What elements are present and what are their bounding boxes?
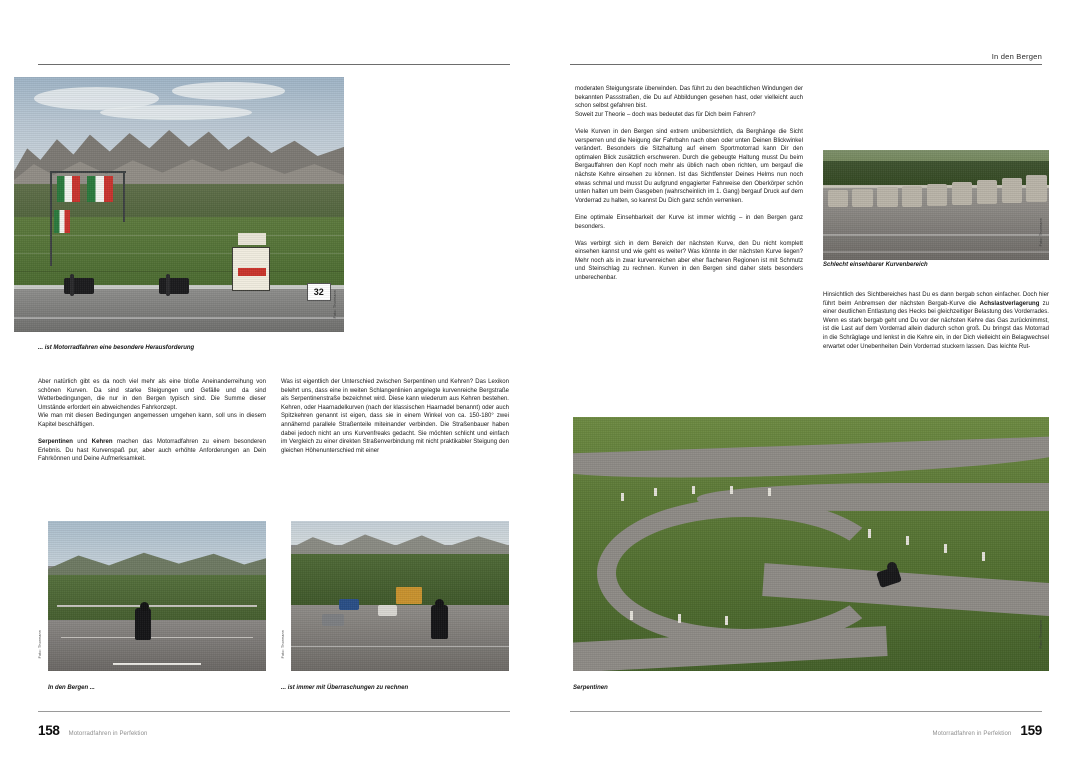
- photo-serpentine: [573, 417, 1049, 671]
- paragraph: moderaten Steigungsrate überwinden. Das führt zu den beachtlichen Windungen der bekannten Passstraßen, die Du auf Abbildungen gesehen hast, oder vielleicht auch schon selbst gefahren bist.: [575, 86, 803, 110]
- photo-credit-dolomites: Foto: Thormann: [333, 290, 337, 319]
- book-title-right: Motorradfahren in Perfektion: [932, 731, 1012, 737]
- photo-credit-rider-mountain: Foto: Thormann: [38, 630, 42, 659]
- term-serpentinen: Serpentinen: [38, 439, 73, 446]
- paragraph-rest: machen das Motorradfahren zu einem besonderen Erlebnis. Du hast Kurvenspaß pur, aber auch erhöhte Anforderungen an Dein Fahrkönnen und Deine Aufmerksamkeit.: [38, 439, 266, 463]
- text-column-left-2: [281, 378, 509, 455]
- folio-right: [933, 723, 1042, 738]
- page-right: [540, 0, 1080, 764]
- paragraph: Soweit zur Theorie – doch was bedeutet das für Dich beim Fahren?: [575, 111, 756, 118]
- term-achslastverlagerung: Achslastverlagerung: [979, 300, 1040, 307]
- paragraph: Was verbirgt sich in dem Bereich der nächsten Kurve, den Du nicht komplett einsehen kannst und wie geht es weiter? Was könnte in der nächsten Kurve liegen? Mehr noch als in zwar kurvenreichen aber eher flacheren Regionen ist mit Schmutz und Steinschlag zu rechnen. Kurven in den Bergen sind daher stets besonders unberechenbar.: [575, 240, 803, 282]
- photo-dolomites-sign-number: 32: [307, 283, 331, 301]
- bottom-rule-right: [570, 711, 1042, 712]
- caption-rider-mountain: In den Bergen ...: [48, 685, 95, 691]
- running-head: In den Bergen: [991, 52, 1042, 61]
- text-column-right-2: [823, 291, 1049, 351]
- conjunction: und: [72, 439, 92, 446]
- text-column-right-1: [575, 85, 803, 283]
- text-column-left-1: [38, 378, 266, 464]
- paragraph-part-b: zu einer deutlichen Entlastung des Hecks bei gleichzeitiger Belastung des Vorderrades. Wenn es stark bergab geht und Du vor der nächsten Kehre das Gas zurücknimmst, ist die Last auf dem Vorderrad allein dadurch schon groß. Du bringst das Motorrad in die Schräglage und lenkst in die Kehre ein, in der Dich vielleicht ein Belagwechsel erwartet oder Unebenheiten Dein Vorderrad stuckern lassen. Das leichte Rut-: [823, 300, 1049, 350]
- top-rule-right: [570, 64, 1042, 65]
- caption-serpentine: Serpentinen: [573, 685, 608, 691]
- paragraph: Wie man mit diesen Bedingungen angemessen umgehen kann, soll uns in diesem Kapitel beschäftigen.: [38, 413, 266, 428]
- paragraph: [38, 438, 266, 464]
- photo-credit-traffic-hairpin: Foto: Thormann: [281, 630, 285, 659]
- photo-traffic-hairpin: [291, 521, 509, 671]
- bottom-rule-left: [38, 711, 510, 712]
- book-title-left: Motorradfahren in Perfektion: [68, 731, 148, 737]
- top-rule-left: [38, 64, 510, 65]
- page-number-right: 159: [1020, 723, 1042, 738]
- caption-dolomites: ... ist Motorradfahren eine besondere Herausforderung: [38, 345, 195, 351]
- page-number-left: 158: [38, 723, 60, 738]
- paragraph: [823, 291, 1049, 351]
- paragraph: Aber natürlich gibt es da noch viel mehr als eine bloße Aneinanderreihung von schönen Kurven. Da sind starke Steigungen und Gefälle und da sind Wetterbedingungen, die nur in den Bergen typisch sind. Die Summe dieser Umstände erfordert ein abweichendes Fahrkonzept.: [38, 379, 266, 411]
- caption-traffic-hairpin: ... ist immer mit Überraschungen zu rechnen: [281, 685, 409, 691]
- folio-left: [38, 723, 147, 738]
- paragraph: Eine optimale Einsehbarkeit der Kurve ist immer wichtig – in den Bergen ganz besonders.: [575, 214, 803, 230]
- photo-dolomites: [14, 77, 344, 332]
- caption-guardrail: Schlecht einsehbarer Kurvenbereich: [823, 262, 928, 268]
- photo-credit-guardrail: Foto: Thormann: [1039, 218, 1043, 247]
- photo-rider-mountain: [48, 521, 266, 671]
- paragraph-part-a: Hinsichtlich des Sichtbereiches hast Du es dann bergab schon einfacher. Doch hier führt beim Anbremsen der nächsten Bergab-Kurve die: [823, 292, 1049, 307]
- paragraph: Was ist eigentlich der Unterschied zwischen Serpentinen und Kehren? Das Lexikon belehrt uns, dass eine in weiten Schlangenlinien angelegte kurvenreiche Bergstraße als Serpentinenstraße bezeichnet wird. Diese kann wiederum aus Kehren bestehen. Kehren, oder Haarnadelkurven (nach der klassischen Haarnadel benannt) oder auch Spitzkehren genannt ist eigen, dass sie in einem Winkel von ca. 150-180° zwei annähernd parallele Straßenteile miteinander verbinden. Die Straßenbauer haben dabei jedoch nicht an uns Kurvenfreaks gedacht. Sie möchten schlicht und einfach im Vergleich zu einer direkten Straßenverbindung mit nicht praktikabler Steigung den gleichen Höhenunterschied mit einer: [281, 379, 509, 454]
- paragraph: Viele Kurven in den Bergen sind extrem unübersichtlich, da Berghänge die Sicht versperren und die Neigung der Fahrbahn nach oben oder unten Deinen Blickwinkel verändert. Besonders die Sitzhaltung auf einem Sportmotorrad kann Dir den optimalen Blick zusätzlich erschweren. Durch die gebeugte Haltung musst Du beim Bergauffahren den Kopf noch mehr als üblich nach oben richten, um bergauf die nächste Kehre einsehen zu können. Ist das Sichtfenster Deines Helms nun noch etwas schmal und musst Du aufgrund engagierter Fahrweise den Oberkörper schön unten halten um beim Gasgeben (wahrscheinlich im 1. Gang) bergauf Druck auf dem Vorderrad zu halten, so kannst Du Dich ganz schön verrenken.: [575, 128, 803, 204]
- photo-guardrail-curve: [823, 150, 1049, 260]
- term-kehren: Kehren: [91, 439, 113, 446]
- photo-credit-serpentine: Foto: Thormann: [1039, 620, 1043, 649]
